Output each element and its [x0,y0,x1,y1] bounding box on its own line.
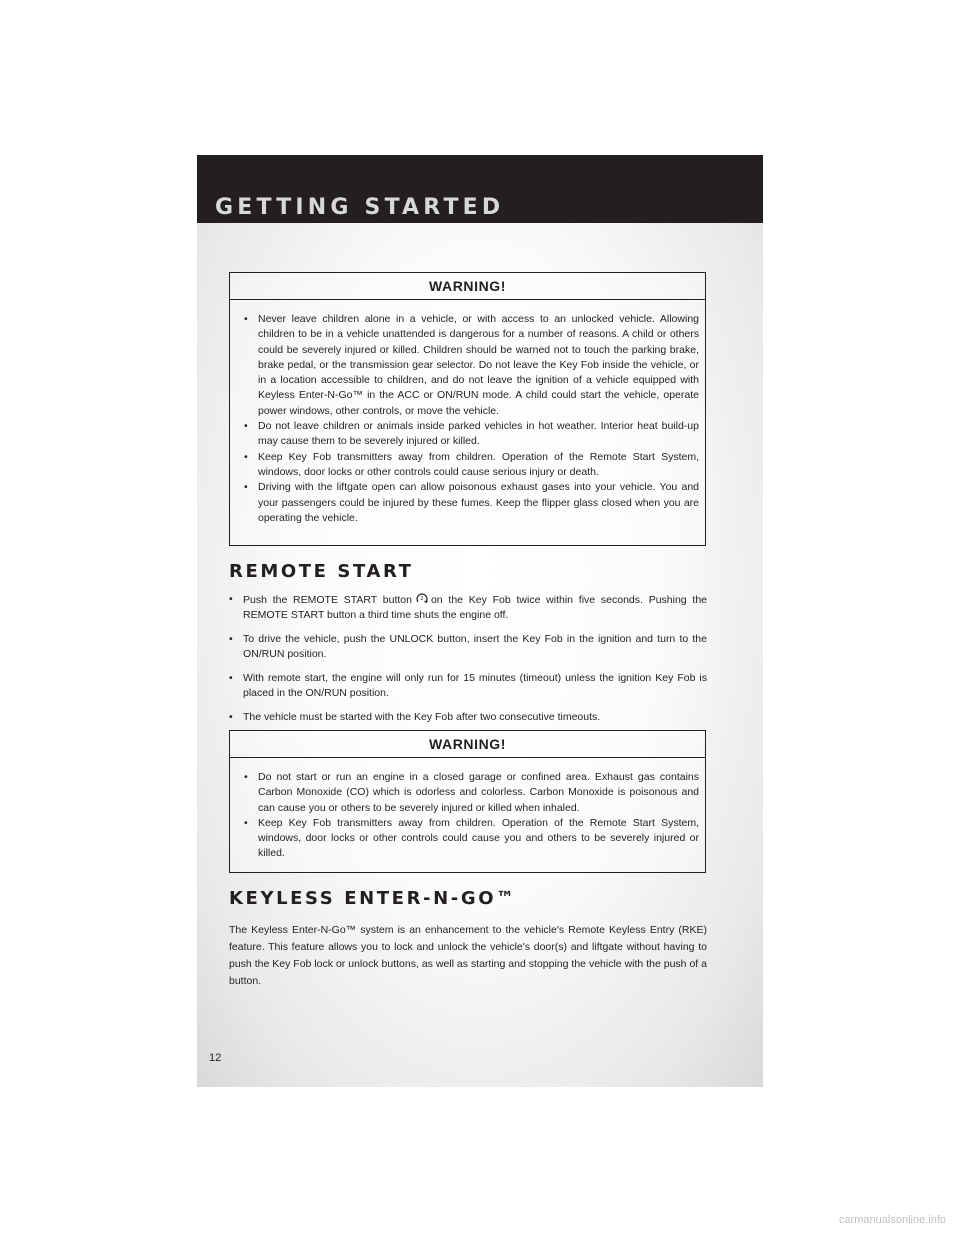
keyless-paragraph: The Keyless Enter-N-Go™ system is an enhancement to the vehicle's Remote Keyless Entry (RKE) feature. This feature allows you to lock and unlock the vehicle's door(s) and liftgate without having to push the Key Fob lock or unlock buttons, as well as starting and stopping the vehicle with the push of a button. [229,924,707,987]
remote-start-icon [415,592,429,604]
header-title: GETTING STARTED [215,195,505,220]
warning-item: • Keep Key Fob transmitters away from children. Operation of the Remote Start System, windows, door locks or other controls could cause you and others to be severely injured or killed. [244,816,699,862]
remote-start-item: • The vehicle must be started with the Key Fob after two consecutive timeouts. [229,710,707,725]
page-number: 12 [209,1052,222,1064]
remote-start-list [229,592,707,734]
warning-title: WARNING! [230,731,705,758]
remote-start-item: • To drive the vehicle, push the UNLOCK button, insert the Key Fob in the ignition and turn to the ON/RUN position. [229,632,707,663]
warning-title: WARNING! [230,273,705,300]
svg-text:2: 2 [420,596,424,602]
remote-start-item [229,592,707,624]
remote-start-heading: REMOTE START [229,561,414,582]
warning-list [230,300,705,532]
warning-list [230,758,705,868]
warning-item: • Never leave children alone in a vehicle, or with access to an unlocked vehicle. Allowing children to be in a vehicle unattended is dangerous for a number of reasons. A child or others could be severely injured or killed. Children should be warned not to touch the parking brake, brake pedal, or the transmission gear selector. Do not leave the Key Fob inside the vehicle, or in a location accessible to children, and do not leave the ignition of a vehicle equipped with Keyless Enter-N-Go™ in the ACC or ON/RUN mode. A child could start the vehicle, operate power windows, other controls, or move the vehicle. [244,312,699,419]
warning-box-exhaust [229,730,706,873]
warning-item: • Keep Key Fob transmitters away from children. Operation of the Remote Start System, windows, door locks or other controls could cause serious injury or death. [244,450,699,481]
warning-box-children [229,272,706,546]
remote-start-item: • With remote start, the engine will only run for 15 minutes (timeout) unless the ignition Key Fob is placed in the ON/RUN position. [229,671,707,702]
watermark[interactable]: carmanualsonline.info [838,1214,946,1226]
warning-item: • Do not start or run an engine in a closed garage or confined area. Exhaust gas contains Carbon Monoxide (CO) which is odorless and colorless. Carbon Monoxide is poisonous and can cause you or others to be severely injured or killed when inhaled. [244,770,699,816]
warning-item: • Do not leave children or animals inside parked vehicles in hot weather. Interior heat build-up may cause them to be severely injured or killed. [244,419,699,450]
keyless-heading: KEYLESS ENTER-N-GO™ [229,888,517,909]
warning-item: • Driving with the liftgate open can allow poisonous exhaust gases into your vehicle. You and your passengers could be injured by these fumes. Keep the flipper glass closed when you are operating the vehicle. [244,480,699,526]
manual-page [197,155,763,1087]
page-header [197,155,763,223]
remote-start-text-a: Push the REMOTE START button [243,594,412,606]
remote-start-text-b: on the Key Fob twice within five seconds. Pushing the REMOTE START button a third time shuts the engine off. [243,594,707,622]
